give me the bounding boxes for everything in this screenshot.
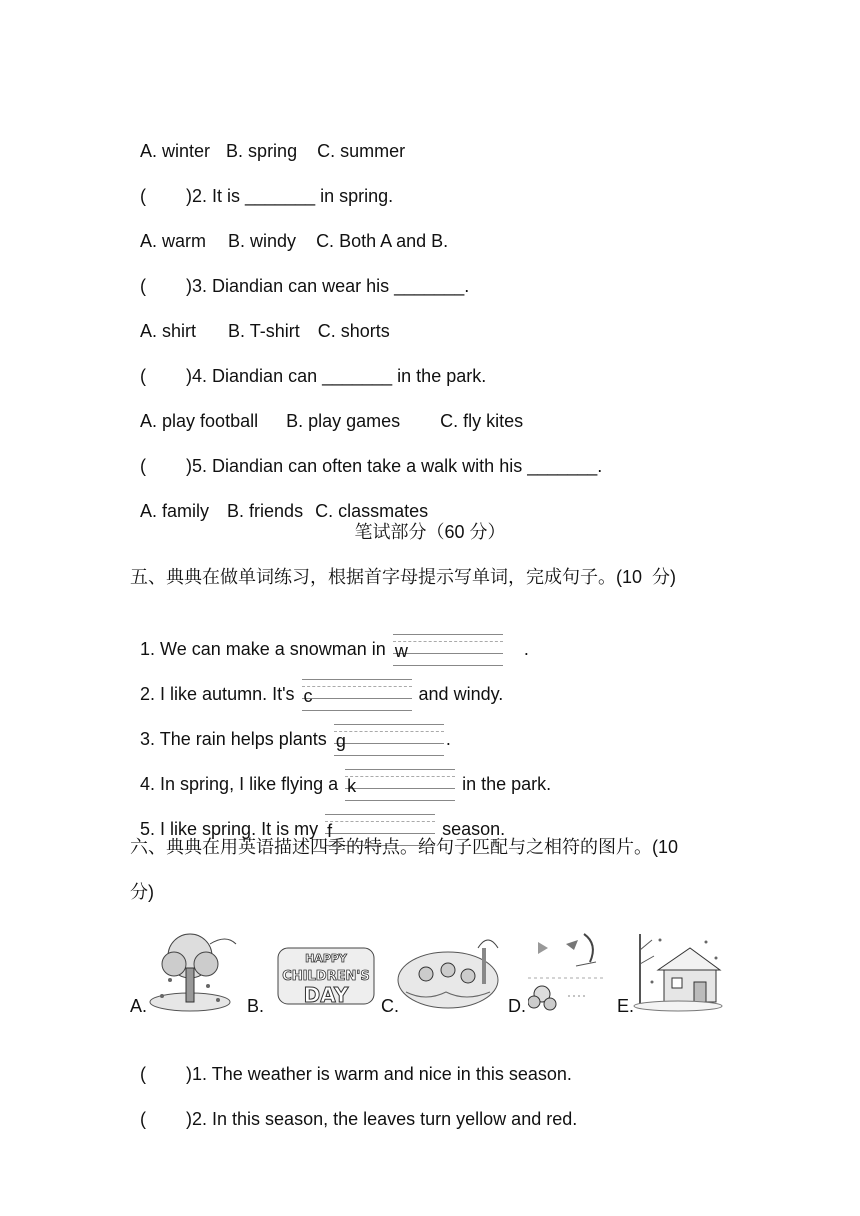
section-6-title-line2: 分) [130, 882, 154, 902]
q5-options [130, 475, 428, 523]
question-text: )2. It is _______ in spring. [186, 186, 394, 206]
option-c: C. Both A and B. [316, 231, 449, 251]
match-item-2 [130, 1083, 577, 1131]
summer-beach-icon [396, 930, 502, 1014]
winter-house-icon [630, 930, 724, 1014]
picture-label-e: E. [617, 996, 635, 1016]
option-c: C. fly kites [440, 411, 524, 431]
hint-letter: c [303, 686, 313, 706]
hint-letter: k [347, 776, 357, 796]
option-a: A. warm [140, 231, 207, 251]
question-text: )5. Diandian can often take a walk with his _______. [186, 456, 603, 476]
option-a: A. family [140, 501, 210, 521]
answer-paren: ( [140, 366, 147, 386]
fill-item-2: 2. I like autumn. It's c and windy. [130, 655, 503, 711]
fill-item-1: 1. We can make a snowman in w . [130, 610, 529, 666]
question-3 [130, 250, 469, 298]
answer-paren: ( [140, 276, 147, 296]
fill-item-3: 3. The rain helps plants g . [130, 700, 451, 756]
option-b: B. friends [227, 501, 304, 521]
question-text: )4. Diandian can _______ in the park. [186, 366, 487, 386]
picture-label-b: B. [247, 996, 265, 1016]
q3-options [130, 295, 390, 343]
picture-label-d: D. [508, 996, 526, 1016]
sentence-text: )2. In this season, the leaves turn yellow and red. [186, 1109, 578, 1129]
question-2 [130, 160, 393, 208]
written-section-heading: 笔试部分（60 分） [354, 522, 506, 542]
picture-label-a: A. [130, 996, 148, 1016]
answer-paren: ( [140, 186, 147, 206]
section-6-title-line1: 六、典典在用英语描述四季的特点。给句子匹配与之相符的图片。(10 [130, 837, 679, 857]
option-c: C. classmates [315, 501, 429, 521]
svg-text:HAPPY: HAPPY [305, 952, 347, 965]
svg-text:CHILDREN'S: CHILDREN'S [282, 969, 370, 984]
option-b: B. windy [228, 231, 297, 251]
match-item-1 [130, 1038, 572, 1086]
option-a: A. winter [140, 141, 211, 161]
fill-item-5: 5. I like spring. It is my f season. [130, 790, 505, 846]
answer-paren: ( [140, 1064, 147, 1084]
section-5-title: 五、典典在做单词练习，根据首字母提示写单词，完成句子。(10 分) [130, 567, 677, 587]
q2-options [130, 205, 448, 253]
question-5 [130, 430, 602, 478]
q1-options [130, 115, 405, 163]
option-c: C. summer [317, 141, 406, 161]
sentence-text: )1. The weather is warm and nice in this season. [186, 1064, 572, 1084]
hint-letter: w [394, 641, 408, 661]
question-4 [130, 340, 486, 388]
question-text: )3. Diandian can wear his _______. [186, 276, 470, 296]
q4-options [130, 385, 523, 433]
happy-childrens-day-icon [274, 930, 378, 1014]
spring-flowers-icon [528, 930, 604, 1014]
option-a: A. shirt [140, 321, 197, 341]
answer-paren: ( [140, 1109, 147, 1129]
option-a: A. play football [140, 411, 259, 431]
option-b: B. play games [286, 411, 401, 431]
fill-item-4: 4. In spring, I like flying a k in the park. [130, 745, 551, 801]
hint-letter: f [327, 821, 333, 841]
svg-text:DAY: DAY [303, 983, 349, 1007]
option-b: B. T-shirt [228, 321, 300, 341]
option-b: B. spring [226, 141, 298, 161]
hint-letter: g [335, 731, 346, 751]
autumn-tree-icon [148, 930, 240, 1014]
option-c: C. shorts [317, 321, 390, 341]
picture-label-c: C. [381, 996, 399, 1016]
answer-paren: ( [140, 456, 147, 476]
